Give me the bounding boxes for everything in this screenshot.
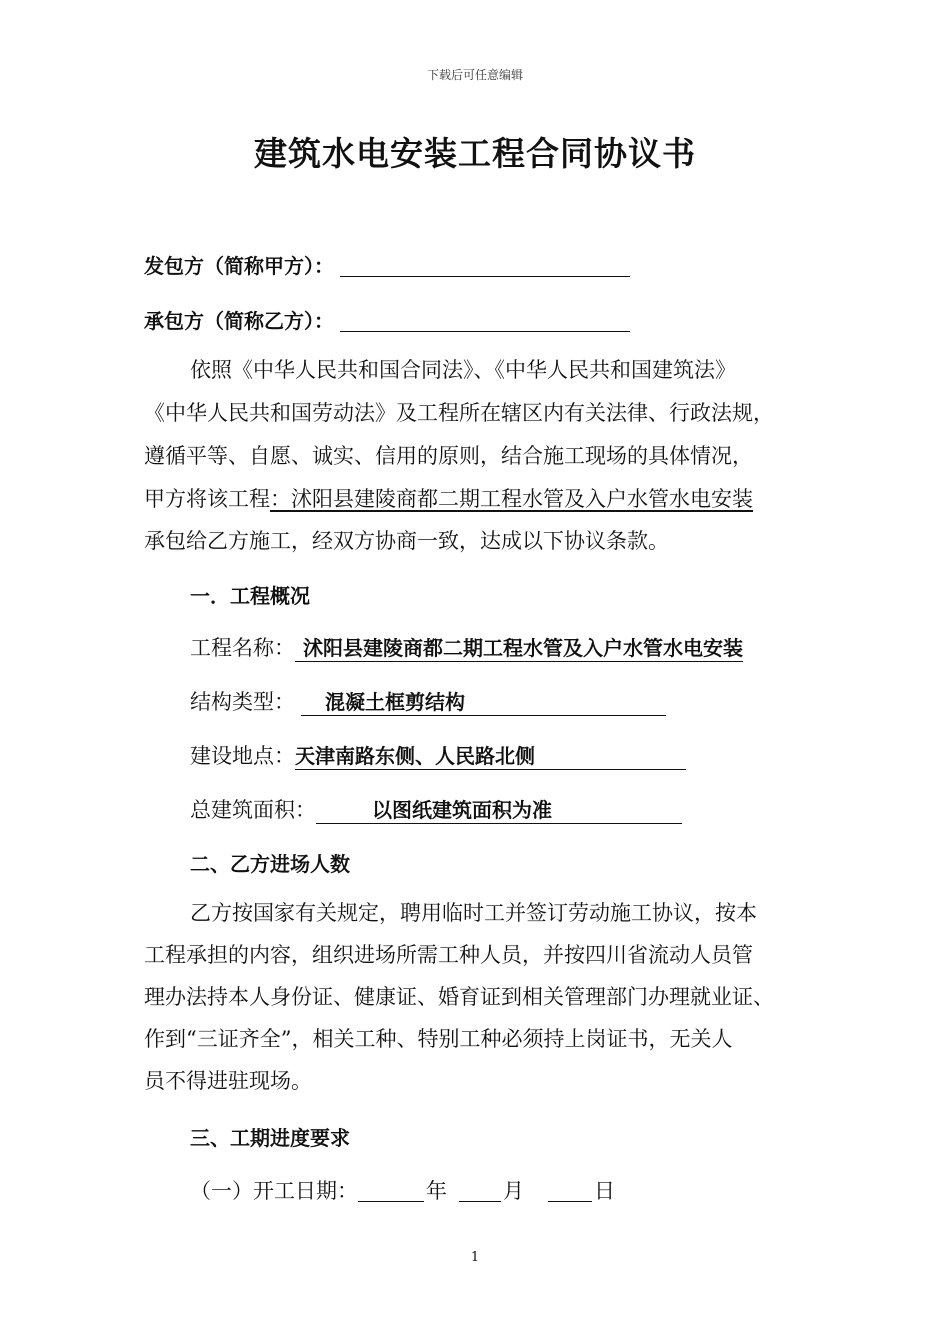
day-blank [548,1181,592,1202]
section-2-heading: 二、乙方进场人数 [190,852,350,876]
section-2-line-1: 乙方按国家有关规定，聘用临时工并签订劳动施工协议，按本 [190,901,757,925]
project-name-row [190,632,743,662]
section-3-heading: 三、工期进度要求 [190,1126,350,1150]
party-a-line [144,250,630,279]
month-blank [459,1181,501,1202]
party-b-blank [340,311,630,332]
intro-line-2: 《中华人民共和国劳动法》及工程所在辖区内有关法律、行政法规， [144,401,774,425]
month-label: 月 [503,1179,524,1203]
total-area-label: 总建筑面积： [190,798,316,822]
section-2-line-5: 员不得进驻现场。 [144,1069,312,1093]
year-blank [358,1181,424,1202]
structure-type-value: 混凝土框剪结构 [301,686,666,716]
header-note: 下载后可任意编辑 [426,68,523,82]
intro-line-3: 遵循平等、自愿、诚实、信用的原则，结合施工现场的具体情况， [144,444,753,468]
section-2-line-3: 理办法持本人身份证、健康证、婚育证到相关管理部门办理就业证、 [144,985,774,1009]
section-1-heading: 一．工程概况 [190,584,310,608]
intro-line-4-prefix: 甲方将该工程 [144,487,270,511]
total-area-value: 以图纸建筑面积为准 [316,794,682,824]
location-label: 建设地点： [190,744,295,768]
location-value: 天津南路东侧、人民路北侧 [295,740,686,770]
structure-type-row [190,686,666,716]
year-label: 年 [426,1179,447,1203]
day-label: 日 [594,1179,615,1203]
intro-line-1: 依照《中华人民共和国合同法》、《中华人民共和国建筑法》 [190,358,736,382]
project-name-label: 工程名称： [190,636,295,660]
party-b-label: 承包方（简称乙方）： [144,309,334,333]
intro-line-4 [144,478,753,520]
section-2-line-4: 作到“三证齐全”，相关工种、特别工种必须持上岗证书，无关人 [144,1027,733,1051]
document-title: 建筑水电安装工程合同协议书 [254,134,696,173]
page-number: 1 [470,1250,480,1265]
party-a-blank [340,256,630,277]
intro-project-name: ：沭阳县建陵商都二期工程水管及入户水管水电安装 [270,487,753,511]
party-a-label: 发包方（简称甲方）： [144,254,334,278]
start-date-row [190,1175,615,1205]
project-name-value: 沭阳县建陵商都二期工程水管及入户水管水电安装 [295,632,743,662]
structure-type-label: 结构类型： [190,690,295,714]
total-area-row [190,794,682,824]
start-date-label: （一）开工日期： [190,1179,358,1203]
section-2-line-2: 工程承担的内容，组织进场所需工种人员，并按四川省流动人员管 [144,943,753,967]
location-row [190,740,686,770]
intro-line-5: 承包给乙方施工，经双方协商一致，达成以下协议条款。 [144,529,669,553]
party-b-line [144,305,630,334]
